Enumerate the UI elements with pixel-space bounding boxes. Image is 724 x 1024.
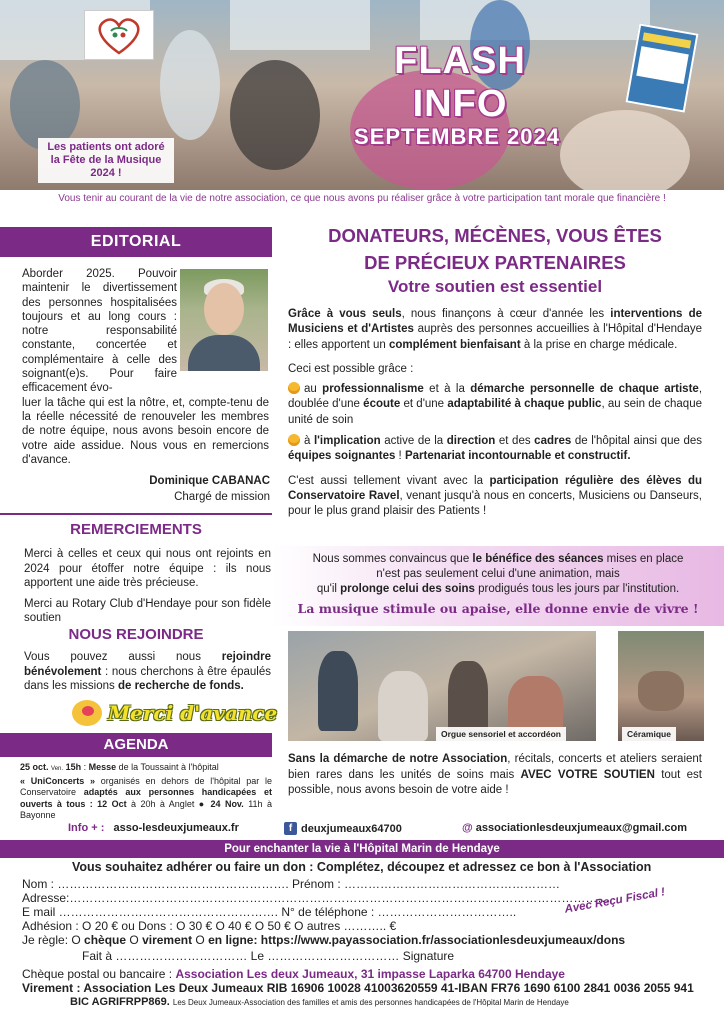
agenda-heading: AGENDA — [0, 733, 272, 757]
donateurs-body — [288, 307, 702, 529]
facebook-link[interactable]: deuxjumeaux64700 — [301, 822, 402, 835]
donateurs-p4: à l'implication active de la direction et des cadres de l'hôpital ainsi que des équipes soignantes ! Partenariat incontournable et constructif. — [288, 435, 702, 463]
association-logo — [84, 10, 154, 60]
rejoindre-text: Vous pouvez aussi nous rejoindre bénévolement : nous cherchons à être épaulés dans les missions de recherche de fonds. — [24, 651, 271, 692]
ceramics-photo — [618, 631, 704, 741]
highlight-box — [272, 546, 724, 626]
signature-role: Chargé de mission — [174, 491, 270, 503]
fundraising-emphasis: de recherche de fonds. — [117, 680, 244, 692]
photo-caption-organ: Orgue sensoriel et accordéon — [436, 727, 566, 741]
donateurs-subtitle: Votre soutien est essentiel — [387, 277, 603, 296]
left-column — [0, 227, 272, 257]
remerciements-heading: REMERCIEMENTS — [70, 521, 202, 538]
editorial-text — [22, 267, 271, 467]
form-email-row: E mail ………………………………………………. N° de téléphone : …………………………….. — [22, 905, 517, 919]
photo-caption-ceramics: Céramique — [622, 727, 676, 741]
footer-band: Pour enchanter la vie à l'Hôpital Marin de Hendaye — [0, 840, 724, 858]
online-payment-link[interactable]: : https://www.payassociation.fr/associationlesdeuxjumeaux/dons — [253, 933, 626, 947]
donateurs-section — [288, 222, 702, 297]
website-link[interactable]: asso-lesdeuxjumeaux.fr — [113, 822, 239, 834]
highlight-punchline: La musique stimule ou apaise, elle donne envie de vivre ! — [297, 601, 699, 616]
form-signature-row: Fait à …………………………… Le …………………………… Signature — [82, 949, 455, 963]
closing-text: Sans la démarche de notre Association, récitals, concerts et ateliers seraient bien rares dans les unités de soins mais AVEC VOTRE SOUTIEN tout est possible, nous avons besoin de votre aide ! — [288, 753, 703, 796]
donateurs-title-1: DONATEURS, MÉCÈNES, VOUS ÊTES — [328, 225, 662, 246]
rejoindre-heading: NOUS REJOINDRE — [68, 626, 204, 643]
form-virement-row: Virement : Association Les Deux Jumeaux RIB 16906 10028 41003620559 41-IBAN FR76 1690 6100 2841 0036 2055 941 — [22, 981, 694, 995]
tagline: Vous tenir au courant de la vie de notre association, ce que nous avons pu réaliser grâce à votre participation tant morale que financière ! — [58, 193, 666, 204]
highlight-line-2: n'est pas seulement celui d'une animation, mais — [376, 568, 620, 580]
form-address-row: Adresse:……………………………………………………………………………………………………………………… — [22, 891, 610, 905]
highlight-line-1: Nous sommes convaincus que le bénéfice des séances mises en place — [312, 553, 684, 565]
contact-bar — [0, 820, 724, 838]
signature-name: Dominique CABANAC — [149, 475, 270, 487]
smiley-icon — [288, 382, 300, 394]
form-amount-row: Adhésion : O 20 € ou Dons : O 30 € O 40 € O 50 € O autres ……….. € — [22, 919, 397, 933]
form-heading: Vous souhaitez adhérer ou faire un don : Complétez, découpez et adressez ce bon à l'Association — [72, 860, 652, 874]
donateurs-p5: C'est aussi tellement vivant avec la participation régulière des élèves du Conservatoire Ravel, venant jusqu'à nous en concerts, Musiciens ou Danseurs, pour le plus grand plaisir des Patients ! — [288, 474, 702, 518]
donateurs-title-2: DE PRÉCIEUX PARTENAIRES — [364, 252, 626, 273]
editorial-heading: EDITORIAL — [0, 227, 272, 257]
merci-text: Merci d'avance — [108, 701, 278, 725]
page-title: FLASH INFO — [394, 40, 526, 125]
donateurs-p3: au professionnalisme et à la démarche personnelle de chaque artiste, doublée d'une écoute et d'une adaptabilité à chaque public, au sein de chaque unité de soin — [288, 383, 703, 426]
concert-photo — [288, 631, 596, 741]
website-contact: Info + : asso-lesdeuxjumeaux.fr — [68, 822, 239, 834]
facebook-contact — [284, 822, 402, 835]
editorial-text-wrapped: Aborder 2025. Pouvoir maintenir le divertissement des personnes hospitalisées toujours et au long cours : notre responsabilité constante, concertée et complémentaire à celle des soignant(e)s. Pour faire efficacement évo- — [22, 268, 177, 395]
form-payment-row: Je règle: O chèque O virement O en ligne: https://www.payassociation.fr/associationlesdeuxjumeaux/dons — [22, 933, 626, 947]
remerciements-text — [24, 547, 271, 632]
form-bic-row: BIC AGRIFRPP869. Les Deux Jumeaux-Association des familles et amis des personnes handicapées de l'Hôpital Marin de Hendaye — [70, 996, 569, 1008]
donateurs-p1: Grâce à vous seuls, nous finançons à cœur d'année les interventions de Musiciens et d'Artistes auprès des personnes accueillies à l'Hôpital d'Hendaye : elles apportent un complément bienfaisant à la prise en charge médicale. — [288, 308, 702, 351]
remerciements-p1: Merci à celles et ceux qui nous ont rejoints en 2024 pour étoffer notre équipe : ils nous apportent une aide très précieuse. — [24, 548, 271, 589]
donateurs-p2: Ceci est possible grâce : — [288, 362, 414, 375]
highlight-line-3: qu'il prolonge celui des soins prodigués tous les jours par l'institution. — [316, 583, 680, 595]
tax-receipt-note: Avec Reçu Fiscal ! — [563, 886, 666, 916]
remerciements-p2: Merci au Rotary Club d'Hendaye pour son fidèle soutien — [24, 597, 271, 624]
editorial-signature — [100, 473, 270, 505]
header-photo — [0, 0, 724, 190]
rejoindre-emphasis: rejoindre bénévolement — [24, 651, 271, 678]
facebook-icon: f — [284, 822, 297, 835]
flyer-image — [626, 23, 699, 112]
kiss-emoji-icon — [72, 700, 102, 726]
photo-strip — [288, 631, 704, 741]
photo-caption: Les patients ont adoré la Fête de la Musique 2024 ! — [38, 138, 174, 183]
form-name-row: Nom : …………………………………………………. Prénom : ……………………………………………… — [22, 877, 561, 891]
smiley-icon — [288, 434, 300, 446]
form-cheque-row: Chèque postal ou bancaire : Association Les deux Jumeaux, 31 impasse Laparka 64700 Hendaye — [22, 967, 565, 981]
page-subtitle: SEPTEMBRE 2024 — [354, 124, 560, 149]
merci-banner — [72, 700, 277, 726]
email-link[interactable]: associationlesdeuxjumeaux@gmail.com — [475, 822, 688, 834]
editorial-text-full: luer la tâche qui est la nôtre, et, compte-tenu de la réelle nécessité de renouveler les membres de notre équipe, nous avons besoin encore de votre aide assidue. Nous vous en remercions d'avance. — [22, 396, 269, 466]
email-contact: @ associationlesdeuxjumeaux@gmail.com — [462, 822, 688, 834]
section-divider — [0, 513, 272, 515]
agenda-text: 25 oct. Ven. 15h : Messe de la Toussaint à l'hôpital « UniConcerts » organisés en dehors de l'hôpital par le Conservatoire adaptés aux personnes handicapées et ouverts à tous : 12 Oct à 20h à Anglet ● 24 Nov. 11h à Bayonne — [20, 762, 272, 820]
